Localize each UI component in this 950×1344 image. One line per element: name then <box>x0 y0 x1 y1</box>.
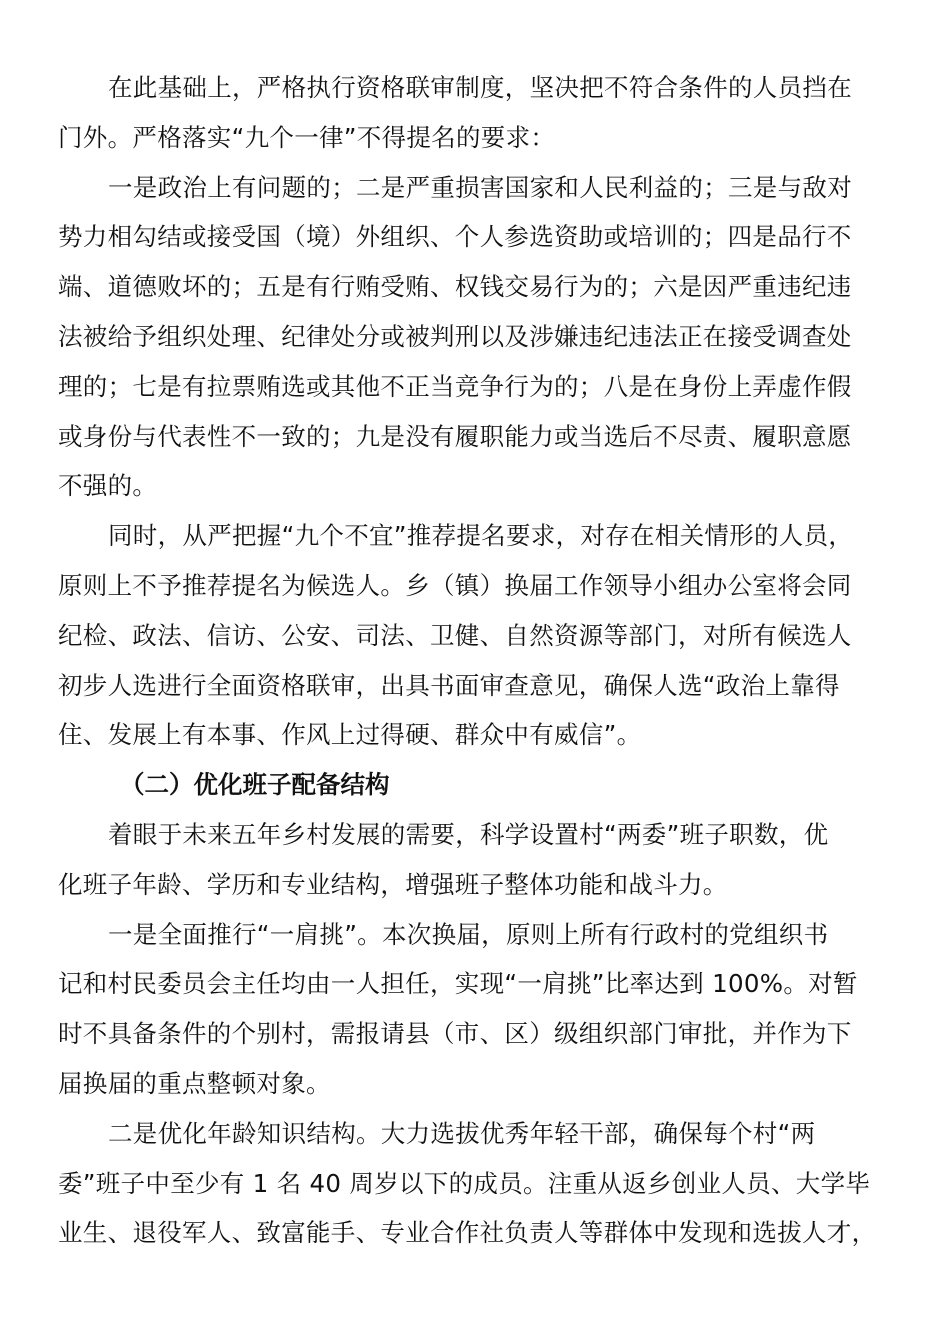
text-line: 在此基础上，严格执行资格联审制度，坚决把不符合条件的人员挡在 <box>108 73 852 102</box>
text-line: 原则上不予推荐提名为候选人。乡（镇）换届工作领导小组办公室将会同 <box>58 570 852 600</box>
text-line: 届换届的重点整顿对象。 <box>58 1068 331 1098</box>
text-line: 不强的。 <box>58 471 158 501</box>
paragraph-one-shoulder <box>58 910 878 1109</box>
text-line: 同时，从严把握“九个不宜”推荐提名要求，对存在相关情形的人员， <box>108 521 854 551</box>
text-line: 一是全面推行“一肩挑”。本次换届，原则上所有行政村的党组织书 <box>108 919 829 949</box>
paragraph-structure-intro <box>58 810 878 910</box>
text-line: 初步人选进行全面资格联审，出具书面审查意见，确保人选“政治上靠得 <box>58 670 840 700</box>
text-line: 势力相勾结或接受国（境）外组织、个人参选资助或培训的；四是品行不 <box>58 222 852 252</box>
document-page <box>58 63 878 1258</box>
text-line: 时不具备条件的个别村，需报请县（市、区）级组织部门审批，并作为下 <box>58 1019 852 1049</box>
text-line: 门外。严格落实“九个一律”不得提名的要求： <box>58 122 556 152</box>
text-line: 纪检、政法、信访、公安、司法、卫健、自然资源等部门，对所有候选人 <box>58 620 852 650</box>
text-line: 化班子年龄、学历和专业结构，增强班子整体功能和战斗力。 <box>58 869 728 899</box>
text-line: 住、发展上有本事、作风上过得硬、群众中有威信”。 <box>58 720 642 750</box>
section-heading: （二）优化班子配备结构 <box>120 770 390 800</box>
paragraph-age-knowledge <box>58 1109 878 1258</box>
text-line: 二是优化年龄知识结构。大力选拔优秀年轻干部，确保每个村“两 <box>108 1118 816 1148</box>
text-line: 委”班子中至少有 1 名 40 周岁以下的成员。注重从返乡创业人员、大学毕 <box>58 1168 871 1198</box>
text-line: 端、道德败坏的；五是有行贿受贿、权钱交易行为的；六是因严重违纪违 <box>58 272 852 302</box>
text-line: 业生、退役军人、致富能手、专业合作社负责人等群体中发现和选拔人才， <box>58 1218 877 1248</box>
paragraph-nine-unsuitable <box>58 511 878 760</box>
text-line: 记和村民委员会主任均由一人担任，实现“一肩挑”比率达到 100%。对暂 <box>58 969 858 999</box>
paragraph-joint-review <box>58 63 878 163</box>
text-line: 理的；七是有拉票贿选或其他不正当竞争行为的；八是在身份上弄虚作假 <box>58 371 852 401</box>
text-line: 法被给予组织处理、纪律处分或被判刑以及涉嫌违纪违法正在接受调查处 <box>58 321 852 351</box>
text-line: 一是政治上有问题的；二是严重损害国家和人民利益的；三是与敌对 <box>108 172 852 202</box>
text-line: 着眼于未来五年乡村发展的需要，科学设置村“两委”班子职数，优 <box>108 819 829 849</box>
paragraph-nine-prohibitions <box>58 163 878 512</box>
text-line: 或身份与代表性不一致的；九是没有履职能力或当选后不尽责、履职意愿 <box>58 421 852 451</box>
